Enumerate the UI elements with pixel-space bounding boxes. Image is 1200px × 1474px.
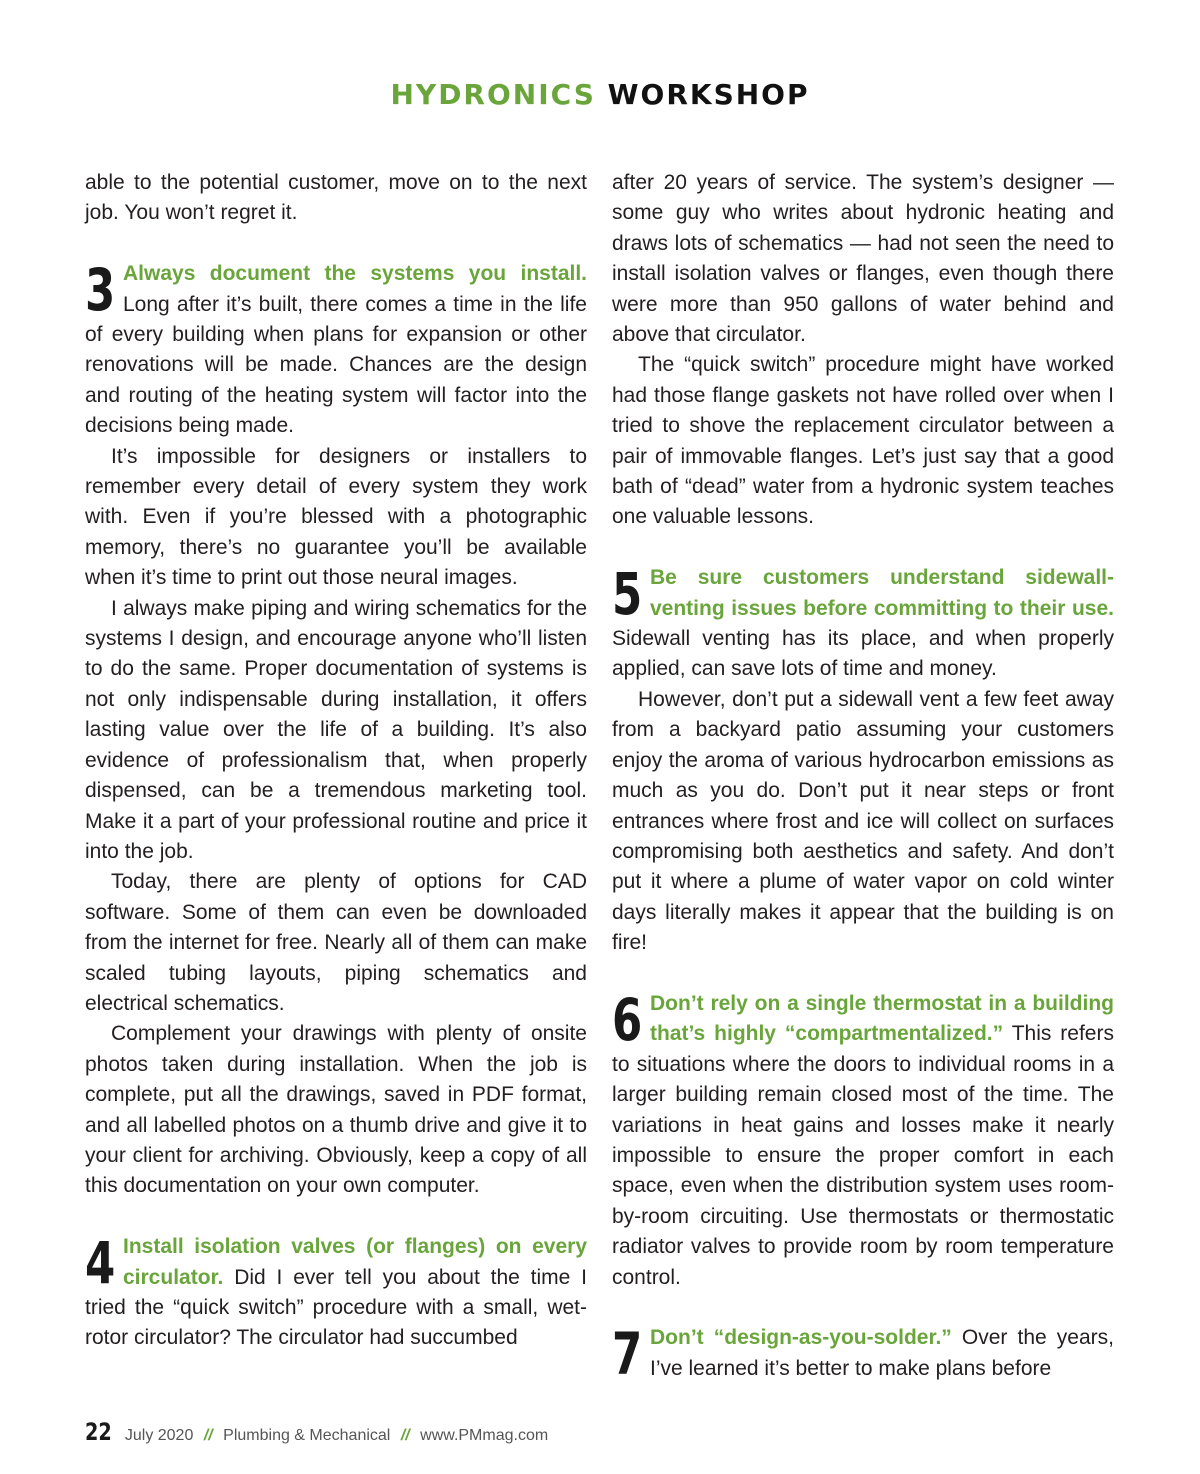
drop-number: 6 xyxy=(612,985,643,1054)
section-lead: Don’t rely on a single thermostat in a building that’s highly “compartmentalized.” xyxy=(650,991,1114,1046)
paragraph: Complement your drawings with plenty of onsite photos taken during installation. When the job is complete, put all the drawings, saved in PDF format, and all labelled photos on a thumb drive and give it to your client for archiving. Obviously, keep a copy of all this documentation on your own computer. xyxy=(85,1022,587,1198)
section-text: Over the years, I’ve learned it’s better to make plans before xyxy=(650,1326,1114,1380)
drop-number: 3 xyxy=(85,256,116,325)
header-workshop: WORKSHOP xyxy=(607,78,810,111)
magazine-name: Plumbing & Mechanical xyxy=(223,1427,391,1444)
section-lead: Install isolation valves (or flanges) on every circulator. xyxy=(123,1235,587,1289)
header-hydronics: HYDRONICS xyxy=(390,78,596,111)
paragraph: The “quick switch” procedure might have worked had those flange gaskets not have rolled over when I tried to shove the replacement circulator between a pair of immovable flanges. Let’s just say that a good bath of “dead” water from a hydronic system teaches one valuable lessons. xyxy=(612,353,1114,529)
section-lead: Don’t “design-as-you-solder.” xyxy=(650,1326,952,1350)
issue-date: July 2020 xyxy=(124,1427,194,1444)
right-column xyxy=(612,168,1114,1389)
section-6 xyxy=(612,985,1114,1293)
drop-number: 5 xyxy=(612,560,643,629)
paragraph: after 20 years of service. The system’s designer — some guy who writes about hydronic heating and draws lots of schematics — had not seen the need to install isolation valves or flanges, even though there were more than 950 gallons of water behind and above that circulator. xyxy=(612,171,1114,347)
section-3 xyxy=(85,256,587,441)
section-header xyxy=(0,78,1200,111)
drop-number: 7 xyxy=(612,1320,643,1389)
section-7 xyxy=(612,1320,1114,1389)
paragraph: able to the potential customer, move on to the next job. You won’t regret it. xyxy=(85,171,587,225)
paragraph: Today, there are plenty of options for CAD software. Some of them can even be downloaded from the internet for free. Nearly all of them can make scaled tubing layouts, piping schematics and electrical schematics. xyxy=(85,870,587,1015)
page-number: 22 xyxy=(85,1418,112,1446)
section-lead: Be sure customers understand sidewall-venting issues before committing to their use. xyxy=(650,566,1114,620)
section-4 xyxy=(85,1229,587,1354)
paragraph: It’s impossible for designers or installers to remember every detail of every system they work with. Even if you’re blessed with a photographic memory, there’s no guarantee you’ll be available when it’s time to print out those neural images. xyxy=(85,444,587,590)
drop-number: 4 xyxy=(85,1229,116,1298)
paragraph: I always make piping and wiring schematics for the systems I design, and encourage anyone who’ll listen to do the same. Proper documentation of systems is not only indispensable during installation, it offers lasting value over the life of a building. It’s also evidence of professionalism that, when properly dispensed, can be a tremendous marketing tool. Make it a part of your professional routine and price it into the job. xyxy=(85,596,587,863)
section-text: This refers to situations where the doors to individual rooms in a larger building remain closed most of the time. The variations in heat gains and losses make it nearly impossible to ensure the proper comfort in each space, even when the distribution system uses room-by-room circuiting. Use thermostats or thermostatic radiator valves to provide room by room temperature control. xyxy=(612,1022,1114,1289)
footer-separator: // xyxy=(400,1427,410,1444)
paragraph: However, don’t put a sidewall vent a few feet away from a backyard patio assuming your customers enjoy the aroma of various hydrocarbon emissions as much as you do. Don’t put it near steps or front entrances where frost and ice will collect on surfaces compromising both aesthetics and safety. And don’t put it where a plume of water vapor on cold winter days literally makes it appear that the building is on fire! xyxy=(612,687,1114,955)
footer-separator: // xyxy=(203,1427,213,1444)
section-text: Sidewall venting has its place, and when properly applied, can save lots of time and money. xyxy=(612,627,1114,681)
section-text: Did I ever tell you about the time I tried the “quick switch” procedure with a small, wet-rotor circulator? The circulator had succumbed xyxy=(85,1265,587,1350)
section-text: Long after it’s built, there comes a time in the life of every building when plans for expansion or other renovations will be made. Chances are the design and routing of the heating system will factor into the decisions being made. xyxy=(85,292,587,438)
page-footer xyxy=(85,1418,548,1446)
magazine-url: www.PMmag.com xyxy=(420,1427,549,1444)
section-5 xyxy=(612,560,1114,685)
section-lead: Always document the systems you install. xyxy=(123,262,587,286)
left-column xyxy=(85,168,587,1354)
